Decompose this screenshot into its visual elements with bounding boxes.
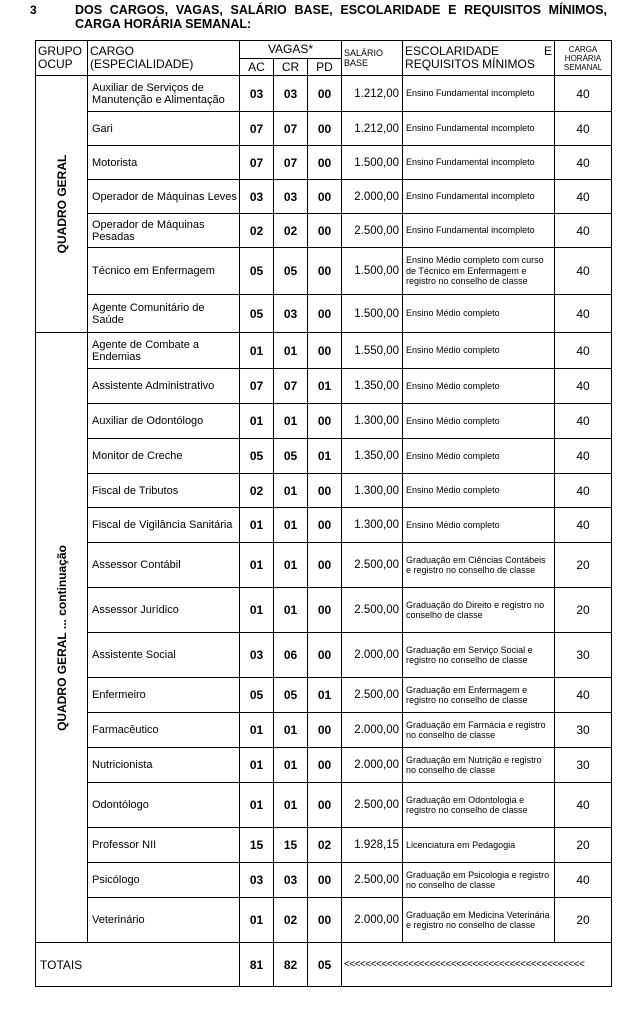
escolaridade-cell: Graduação em Enfermagem e registro no conselho de classe [403,678,555,713]
ac-cell: 03 [240,633,274,678]
pd-cell: 00 [308,713,342,748]
cr-cell: 07 [274,112,308,146]
cr-cell: 01 [274,588,308,633]
cr-cell: 05 [274,248,308,295]
ac-cell: 03 [240,180,274,214]
carga-cell: 40 [555,678,612,713]
table-row [36,295,612,333]
cargo-cell: Farmacêutico [88,713,240,748]
escolaridade-cell: Ensino Médio completo [403,295,555,333]
cargo-cell: Operador de Máquinas Pesadas [88,214,240,248]
carga-cell: 40 [555,333,612,369]
header-salario: SALÁRIO BASE [342,41,403,76]
carga-cell: 30 [555,633,612,678]
pd-cell: 00 [308,180,342,214]
escolaridade-cell: Graduação em Farmácia e registro no conselho de classe [403,713,555,748]
table-row [36,439,612,474]
carga-cell: 40 [555,76,612,112]
pd-cell: 00 [308,863,342,898]
escolaridade-cell: Ensino Fundamental incompleto [403,112,555,146]
pd-cell: 00 [308,214,342,248]
table-row [36,748,612,783]
escolaridade-cell: Ensino Fundamental incompleto [403,180,555,214]
cargo-cell: Técnico em Enfermagem [88,248,240,295]
carga-cell: 40 [555,863,612,898]
ac-cell: 05 [240,678,274,713]
pd-cell: 00 [308,588,342,633]
cargo-cell: Auxiliar de Odontólogo [88,404,240,439]
ac-cell: 01 [240,713,274,748]
positions-table [35,40,612,987]
cargo-cell: Assessor Contábil [88,543,240,588]
carga-cell: 40 [555,214,612,248]
salario-cell: 1.300,00 [342,508,403,543]
salario-cell: 1.350,00 [342,439,403,474]
group-label: QUADRO GERAL ... continuação [54,544,69,731]
header-vagas: VAGAS* [240,41,342,59]
escolaridade-cell: Graduação em Psicologia e registro no conselho de classe [403,863,555,898]
salario-cell: 2.500,00 [342,863,403,898]
header-cargo: CARGO (ESPECIALIDADE) [88,41,240,76]
salario-cell: 1.212,00 [342,112,403,146]
pd-cell: 01 [308,439,342,474]
ac-cell: 05 [240,439,274,474]
ac-cell: 01 [240,333,274,369]
ac-cell: 01 [240,748,274,783]
salario-cell: 2.500,00 [342,678,403,713]
header-cr: CR [274,59,308,76]
carga-cell: 30 [555,713,612,748]
salario-cell: 1.300,00 [342,474,403,508]
cr-cell: 01 [274,713,308,748]
cargo-cell: Assistente Administrativo [88,369,240,404]
cargo-cell: Assessor Jurídico [88,588,240,633]
cr-cell: 01 [274,404,308,439]
cr-cell: 01 [274,333,308,369]
table-row [36,713,612,748]
table-row [36,678,612,713]
pd-cell: 00 [308,474,342,508]
salario-cell: 1.212,00 [342,76,403,112]
totals-filler: <<<<<<<<<<<<<<<<<<<<<<<<<<<<<<<<<<<<<<<<<<<<< [342,943,612,987]
cr-cell: 01 [274,508,308,543]
table-row [36,146,612,180]
cargo-cell: Gari [88,112,240,146]
escolaridade-cell: Graduação em Odontologia e registro no conselho de classe [403,783,555,828]
carga-cell: 40 [555,439,612,474]
cargo-cell: Psicólogo [88,863,240,898]
salario-cell: 2.000,00 [342,633,403,678]
cargo-cell: Monitor de Creche [88,439,240,474]
pd-cell: 00 [308,898,342,943]
cr-cell: 07 [274,369,308,404]
table-row [36,588,612,633]
pd-cell: 00 [308,295,342,333]
cargo-cell: Nutricionista [88,748,240,783]
salario-cell: 2.500,00 [342,588,403,633]
salario-cell: 2.500,00 [342,783,403,828]
cargo-cell: Fiscal de Tributos [88,474,240,508]
header-grupo: GRUPO OCUP [36,41,88,76]
cr-cell: 07 [274,146,308,180]
pd-cell: 00 [308,633,342,678]
cr-cell: 06 [274,633,308,678]
ac-cell: 02 [240,474,274,508]
salario-cell: 1.500,00 [342,295,403,333]
ac-cell: 15 [240,828,274,863]
cargo-cell: Motorista [88,146,240,180]
section-title: DOS CARGOS, VAGAS, SALÁRIO BASE, ESCOLARIDADE E REQUISITOS MÍNIMOS, CARGA HORÁRIA SEMANAL: [75,3,607,31]
table-row [36,333,612,369]
cr-cell: 03 [274,180,308,214]
ac-cell: 01 [240,543,274,588]
escolaridade-cell: Ensino Médio completo [403,333,555,369]
ac-cell: 07 [240,369,274,404]
carga-cell: 40 [555,180,612,214]
escolaridade-cell: Ensino Médio completo [403,508,555,543]
pd-cell: 00 [308,748,342,783]
totals-pd: 05 [308,943,342,987]
carga-cell: 20 [555,828,612,863]
table-row [36,543,612,588]
table-body [36,76,612,987]
salario-cell: 1.300,00 [342,404,403,439]
ac-cell: 03 [240,76,274,112]
table-row [36,76,612,112]
escolaridade-cell: Ensino Fundamental incompleto [403,214,555,248]
pd-cell: 00 [308,783,342,828]
table-row [36,248,612,295]
pd-cell: 00 [308,543,342,588]
table-row [36,783,612,828]
salario-cell: 2.000,00 [342,748,403,783]
carga-cell: 40 [555,112,612,146]
table-row [36,828,612,863]
table-row [36,180,612,214]
carga-cell: 40 [555,783,612,828]
table-row [36,633,612,678]
pd-cell: 00 [308,146,342,180]
carga-cell: 40 [555,146,612,180]
salario-cell: 2.000,00 [342,713,403,748]
escolaridade-cell: Ensino Médio completo [403,474,555,508]
ac-cell: 01 [240,898,274,943]
cr-cell: 01 [274,474,308,508]
table-row [36,474,612,508]
cargo-cell: Enfermeiro [88,678,240,713]
carga-cell: 20 [555,543,612,588]
pd-cell: 01 [308,678,342,713]
table-row [36,863,612,898]
carga-cell: 40 [555,508,612,543]
escolaridade-cell: Ensino Médio completo com curso de Técnico em Enfermagem e registro no conselho de classe [403,248,555,295]
salario-cell: 2.000,00 [342,180,403,214]
header-escolaridade: ESCOLARIDADE E REQUISITOS MÍNIMOS [403,41,555,76]
header-carga: CARGA HORÁRIA SEMANAL [555,41,612,76]
ac-cell: 07 [240,146,274,180]
cr-cell: 02 [274,898,308,943]
group-quadro-geral [36,76,88,333]
table-row [36,369,612,404]
totals-cr: 82 [274,943,308,987]
pd-cell: 00 [308,508,342,543]
table-row [36,404,612,439]
cargo-cell: Operador de Máquinas Leves [88,180,240,214]
escolaridade-cell: Ensino Fundamental incompleto [403,76,555,112]
escolaridade-cell: Graduação em Ciências Contábeis e registro no conselho de classe [403,543,555,588]
ac-cell: 05 [240,295,274,333]
escolaridade-cell: Ensino Médio completo [403,404,555,439]
salario-cell: 1.500,00 [342,248,403,295]
cr-cell: 05 [274,439,308,474]
cargo-cell: Agente Comunitário de Saúde [88,295,240,333]
totals-ac: 81 [240,943,274,987]
cargo-cell: Veterinário [88,898,240,943]
table-row [36,112,612,146]
group-label: QUADRO GERAL [54,154,69,254]
escolaridade-cell: Graduação em Medicina Veterinária e registro no conselho de classe [403,898,555,943]
pd-cell: 00 [308,248,342,295]
pd-cell: 00 [308,112,342,146]
salario-cell: 2.500,00 [342,214,403,248]
carga-cell: 40 [555,474,612,508]
ac-cell: 01 [240,404,274,439]
cr-cell: 03 [274,295,308,333]
carga-cell: 40 [555,369,612,404]
ac-cell: 07 [240,112,274,146]
cr-cell: 01 [274,783,308,828]
cargo-cell: Assistente Social [88,633,240,678]
ac-cell: 05 [240,248,274,295]
cr-cell: 01 [274,543,308,588]
cargo-cell: Fiscal de Vigilância Sanitária [88,508,240,543]
cr-cell: 15 [274,828,308,863]
group-quadro-geral-continuacao [36,333,88,943]
salario-cell: 1.928,15 [342,828,403,863]
carga-cell: 40 [555,295,612,333]
table-row [36,214,612,248]
cargo-cell: Professor NII [88,828,240,863]
pd-cell: 02 [308,828,342,863]
escolaridade-cell: Ensino Fundamental incompleto [403,146,555,180]
carga-cell: 20 [555,898,612,943]
cargo-cell: Auxiliar de Serviços de Manutenção e Alimentação [88,76,240,112]
salario-cell: 1.550,00 [342,333,403,369]
escolaridade-cell: Licenciatura em Pedagogia [403,828,555,863]
pd-cell: 00 [308,404,342,439]
cr-cell: 05 [274,678,308,713]
carga-cell: 30 [555,748,612,783]
ac-cell: 03 [240,863,274,898]
table-row [36,508,612,543]
carga-cell: 20 [555,588,612,633]
ac-cell: 01 [240,783,274,828]
carga-cell: 40 [555,404,612,439]
salario-cell: 2.500,00 [342,543,403,588]
totals-row [36,943,612,987]
escolaridade-cell: Ensino Médio completo [403,439,555,474]
escolaridade-cell: Graduação em Serviço Social e registro no conselho de classe [403,633,555,678]
carga-cell: 40 [555,248,612,295]
cargo-cell: Agente de Combate a Endemias [88,333,240,369]
salario-cell: 1.350,00 [342,369,403,404]
totals-label: TOTAIS [36,943,240,987]
cr-cell: 02 [274,214,308,248]
header-ac: AC [240,59,274,76]
ac-cell: 01 [240,508,274,543]
escolaridade-cell: Ensino Médio completo [403,369,555,404]
ac-cell: 02 [240,214,274,248]
cr-cell: 03 [274,76,308,112]
table-row [36,898,612,943]
pd-cell: 01 [308,369,342,404]
cr-cell: 03 [274,863,308,898]
pd-cell: 00 [308,333,342,369]
cr-cell: 01 [274,748,308,783]
salario-cell: 2.000,00 [342,898,403,943]
escolaridade-cell: Graduação do Direito e registro no conselho de classe [403,588,555,633]
section-number: 3 [30,3,37,17]
escolaridade-cell: Graduação em Nutrição e registro no conselho de classe [403,748,555,783]
cargo-cell: Odontólogo [88,783,240,828]
salario-cell: 1.500,00 [342,146,403,180]
header-pd: PD [308,59,342,76]
ac-cell: 01 [240,588,274,633]
pd-cell: 00 [308,76,342,112]
